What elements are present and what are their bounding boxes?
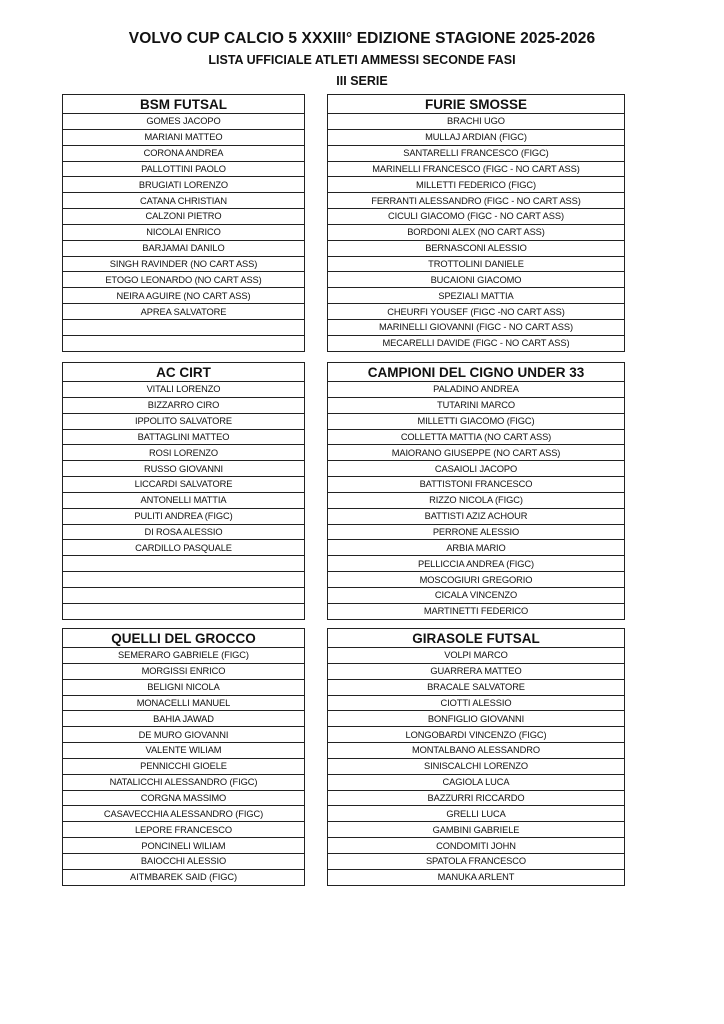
player-name: ROSI LORENZO — [63, 445, 305, 461]
table-row — [63, 572, 305, 588]
team-table — [327, 362, 625, 620]
table-row — [328, 304, 625, 320]
player-name: LEPORE FRANCESCO — [63, 822, 305, 838]
table-row — [63, 319, 305, 335]
player-name: CICALA VINCENZO — [328, 587, 625, 603]
player-name: FERRANTI ALESSANDRO (FIGC - NO CART ASS) — [328, 193, 625, 209]
player-name: BERNASCONI ALESSIO — [328, 240, 625, 256]
player-name: AITMBAREK SAID (FIGC) — [63, 869, 305, 885]
player-name — [63, 556, 305, 572]
player-name: LONGOBARDI VINCENZO (FIGC) — [328, 727, 625, 743]
player-name: RUSSO GIOVANNI — [63, 461, 305, 477]
player-name: BONFIGLIO GIOVANNI — [328, 711, 625, 727]
table-row — [63, 695, 305, 711]
table-row — [328, 413, 625, 429]
team-table — [62, 628, 305, 886]
table-row — [328, 256, 625, 272]
table-row — [63, 524, 305, 540]
table-row — [63, 774, 305, 790]
table-row — [328, 679, 625, 695]
player-name: CASAIOLI JACOPO — [328, 461, 625, 477]
team-name: QUELLI DEL GROCCO — [63, 629, 305, 648]
player-name: MONACELLI MANUEL — [63, 695, 305, 711]
table-row — [63, 256, 305, 272]
table-row — [328, 288, 625, 304]
table-row — [63, 382, 305, 398]
player-name: NICOLAI ENRICO — [63, 224, 305, 240]
player-name: LICCARDI SALVATORE — [63, 477, 305, 493]
player-name: BARJAMAI DANILO — [63, 240, 305, 256]
player-name: MARINELLI GIOVANNI (FIGC - NO CART ASS) — [328, 319, 625, 335]
table-row — [63, 224, 305, 240]
player-name: SINISCALCHI LORENZO — [328, 758, 625, 774]
player-name: BAZZURRI RICCARDO — [328, 790, 625, 806]
player-name: TUTARINI MARCO — [328, 397, 625, 413]
table-row — [328, 177, 625, 193]
player-name: CALZONI PIETRO — [63, 209, 305, 225]
table-row — [63, 240, 305, 256]
player-name: TROTTOLINI DANIELE — [328, 256, 625, 272]
player-name: CHEURFI YOUSEF (FIGC -NO CART ASS) — [328, 304, 625, 320]
table-row — [63, 129, 305, 145]
table-row — [328, 492, 625, 508]
player-name: MARTINETTI FEDERICO — [328, 603, 625, 619]
table-row — [328, 695, 625, 711]
player-name: BORDONI ALEX (NO CART ASS) — [328, 224, 625, 240]
table-row — [63, 806, 305, 822]
team-name: BSM FUTSAL — [63, 95, 305, 114]
player-name: BAIOCCHI ALESSIO — [63, 853, 305, 869]
table-row — [328, 209, 625, 225]
table-row — [63, 587, 305, 603]
table-row — [328, 572, 625, 588]
table-row — [328, 556, 625, 572]
player-name: SINGH RAVINDER (NO CART ASS) — [63, 256, 305, 272]
player-name: PONCINELI WILIAM — [63, 838, 305, 854]
table-row — [328, 587, 625, 603]
table-row — [328, 524, 625, 540]
player-name: BATTAGLINI MATTEO — [63, 429, 305, 445]
table-row — [63, 477, 305, 493]
table-row — [63, 145, 305, 161]
table-row — [328, 397, 625, 413]
table-row — [63, 679, 305, 695]
table-row — [328, 335, 625, 351]
table-row — [328, 869, 625, 885]
player-name: NATALICCHI ALESSANDRO (FIGC) — [63, 774, 305, 790]
table-row — [63, 114, 305, 130]
player-name: MARINELLI FRANCESCO (FIGC - NO CART ASS) — [328, 161, 625, 177]
document-subtitle: LISTA UFFICIALE ATLETI AMMESSI SECONDE FASI — [208, 53, 516, 67]
table-row — [63, 508, 305, 524]
table-row — [63, 648, 305, 664]
player-name: VALENTE WILIAM — [63, 743, 305, 759]
player-name — [63, 603, 305, 619]
player-name: BATTISTI AZIZ ACHOUR — [328, 508, 625, 524]
team-table — [327, 94, 625, 352]
player-name: ANTONELLI MATTIA — [63, 492, 305, 508]
table-row — [328, 743, 625, 759]
table-row — [63, 335, 305, 351]
table-row — [63, 461, 305, 477]
table-row — [328, 193, 625, 209]
table-row — [328, 648, 625, 664]
table-row — [328, 508, 625, 524]
player-name: BUCAIONI GIACOMO — [328, 272, 625, 288]
player-name — [63, 572, 305, 588]
player-name: RIZZO NICOLA (FIGC) — [328, 492, 625, 508]
player-name: CASAVECCHIA ALESSANDRO (FIGC) — [63, 806, 305, 822]
table-row — [63, 177, 305, 193]
table-row — [63, 445, 305, 461]
table-row — [63, 556, 305, 572]
player-name — [63, 587, 305, 603]
table-row — [328, 461, 625, 477]
player-name: CIOTTI ALESSIO — [328, 695, 625, 711]
table-row — [63, 603, 305, 619]
player-name: MANUKA ARLENT — [328, 869, 625, 885]
table-row — [63, 492, 305, 508]
player-name: BATTISTONI FRANCESCO — [328, 477, 625, 493]
table-row — [63, 193, 305, 209]
player-name: IPPOLITO SALVATORE — [63, 413, 305, 429]
table-row — [63, 822, 305, 838]
table-row — [328, 774, 625, 790]
player-name: MECARELLI DAVIDE (FIGC - NO CART ASS) — [328, 335, 625, 351]
table-row — [328, 806, 625, 822]
table-row — [328, 758, 625, 774]
player-name: PENNICCHI GIOELE — [63, 758, 305, 774]
table-row — [63, 161, 305, 177]
table-row — [328, 240, 625, 256]
table-row — [63, 288, 305, 304]
player-name: BRUGIATI LORENZO — [63, 177, 305, 193]
player-name: ARBIA MARIO — [328, 540, 625, 556]
player-name: MILLETTI GIACOMO (FIGC) — [328, 413, 625, 429]
player-name: CATANA CHRISTIAN — [63, 193, 305, 209]
series-label: III SERIE — [336, 74, 388, 88]
player-name: CICULI GIACOMO (FIGC - NO CART ASS) — [328, 209, 625, 225]
player-name: SPEZIALI MATTIA — [328, 288, 625, 304]
table-row — [63, 711, 305, 727]
table-row — [63, 209, 305, 225]
player-name: SANTARELLI FRANCESCO (FIGC) — [328, 145, 625, 161]
table-row — [328, 224, 625, 240]
player-name: BAHIA JAWAD — [63, 711, 305, 727]
player-name: BRACHI UGO — [328, 114, 625, 130]
table-row — [328, 663, 625, 679]
table-row — [63, 540, 305, 556]
table-row — [328, 445, 625, 461]
team-table — [327, 628, 625, 886]
player-name: PERRONE ALESSIO — [328, 524, 625, 540]
team-name: CAMPIONI DEL CIGNO UNDER 33 — [328, 363, 625, 382]
player-name: COLLETTA MATTIA (NO CART ASS) — [328, 429, 625, 445]
player-name: GOMES JACOPO — [63, 114, 305, 130]
table-row — [328, 129, 625, 145]
player-name: ETOGO LEONARDO (NO CART ASS) — [63, 272, 305, 288]
table-row — [328, 161, 625, 177]
player-name: SEMERARO GABRIELE (FIGC) — [63, 648, 305, 664]
table-row — [328, 145, 625, 161]
player-name: CORGNA MASSIMO — [63, 790, 305, 806]
table-row — [63, 272, 305, 288]
player-name: DE MURO GIOVANNI — [63, 727, 305, 743]
player-name: PELLICCIA ANDREA (FIGC) — [328, 556, 625, 572]
table-row — [63, 397, 305, 413]
player-name: GAMBINI GABRIELE — [328, 822, 625, 838]
player-name: APREA SALVATORE — [63, 304, 305, 320]
table-row — [328, 382, 625, 398]
table-row — [63, 727, 305, 743]
player-name: MORGISSI ENRICO — [63, 663, 305, 679]
player-name: GRELLI LUCA — [328, 806, 625, 822]
player-name: MOSCOGIURI GREGORIO — [328, 572, 625, 588]
table-row — [63, 663, 305, 679]
player-name: CORONA ANDREA — [63, 145, 305, 161]
table-row — [63, 413, 305, 429]
player-name: MULLAJ ARDIAN (FIGC) — [328, 129, 625, 145]
table-row — [63, 429, 305, 445]
table-row — [63, 743, 305, 759]
table-row — [328, 319, 625, 335]
player-name: PALLOTTINI PAOLO — [63, 161, 305, 177]
player-name — [63, 319, 305, 335]
player-name: VITALI LORENZO — [63, 382, 305, 398]
table-row — [328, 822, 625, 838]
table-row — [328, 790, 625, 806]
table-row — [63, 790, 305, 806]
table-row — [328, 603, 625, 619]
table-row — [63, 758, 305, 774]
player-name: PALADINO ANDREA — [328, 382, 625, 398]
table-row — [328, 727, 625, 743]
team-name: AC CIRT — [63, 363, 305, 382]
player-name: GUARRERA MATTEO — [328, 663, 625, 679]
player-name: SPATOLA FRANCESCO — [328, 853, 625, 869]
player-name: MONTALBANO ALESSANDRO — [328, 743, 625, 759]
player-name: MARIANI MATTEO — [63, 129, 305, 145]
player-name: CARDILLO PASQUALE — [63, 540, 305, 556]
table-row — [63, 838, 305, 854]
team-table — [62, 94, 305, 352]
document-title: VOLVO CUP CALCIO 5 XXXIII° EDIZIONE STAGIONE 2025-2026 — [128, 30, 596, 47]
table-row — [328, 853, 625, 869]
player-name: VOLPI MARCO — [328, 648, 625, 664]
team-table — [62, 362, 305, 620]
player-name — [63, 335, 305, 351]
player-name: DI ROSA ALESSIO — [63, 524, 305, 540]
table-row — [328, 711, 625, 727]
table-row — [328, 838, 625, 854]
table-row — [63, 853, 305, 869]
player-name: BELIGNI NICOLA — [63, 679, 305, 695]
table-row — [328, 272, 625, 288]
player-name: PULITI ANDREA (FIGC) — [63, 508, 305, 524]
table-row — [328, 477, 625, 493]
player-name: MAIORANO GIUSEPPE (NO CART ASS) — [328, 445, 625, 461]
player-name: BIZZARRO CIRO — [63, 397, 305, 413]
table-row — [328, 114, 625, 130]
player-name: BRACALE SALVATORE — [328, 679, 625, 695]
table-row — [328, 429, 625, 445]
table-row — [63, 869, 305, 885]
table-row — [63, 304, 305, 320]
team-name: FURIE SMOSSE — [328, 95, 625, 114]
player-name: CAGIOLA LUCA — [328, 774, 625, 790]
player-name: MILLETTI FEDERICO (FIGC) — [328, 177, 625, 193]
team-name: GIRASOLE FUTSAL — [328, 629, 625, 648]
player-name: NEIRA AGUIRE (NO CART ASS) — [63, 288, 305, 304]
player-name: CONDOMITI JOHN — [328, 838, 625, 854]
table-row — [328, 540, 625, 556]
